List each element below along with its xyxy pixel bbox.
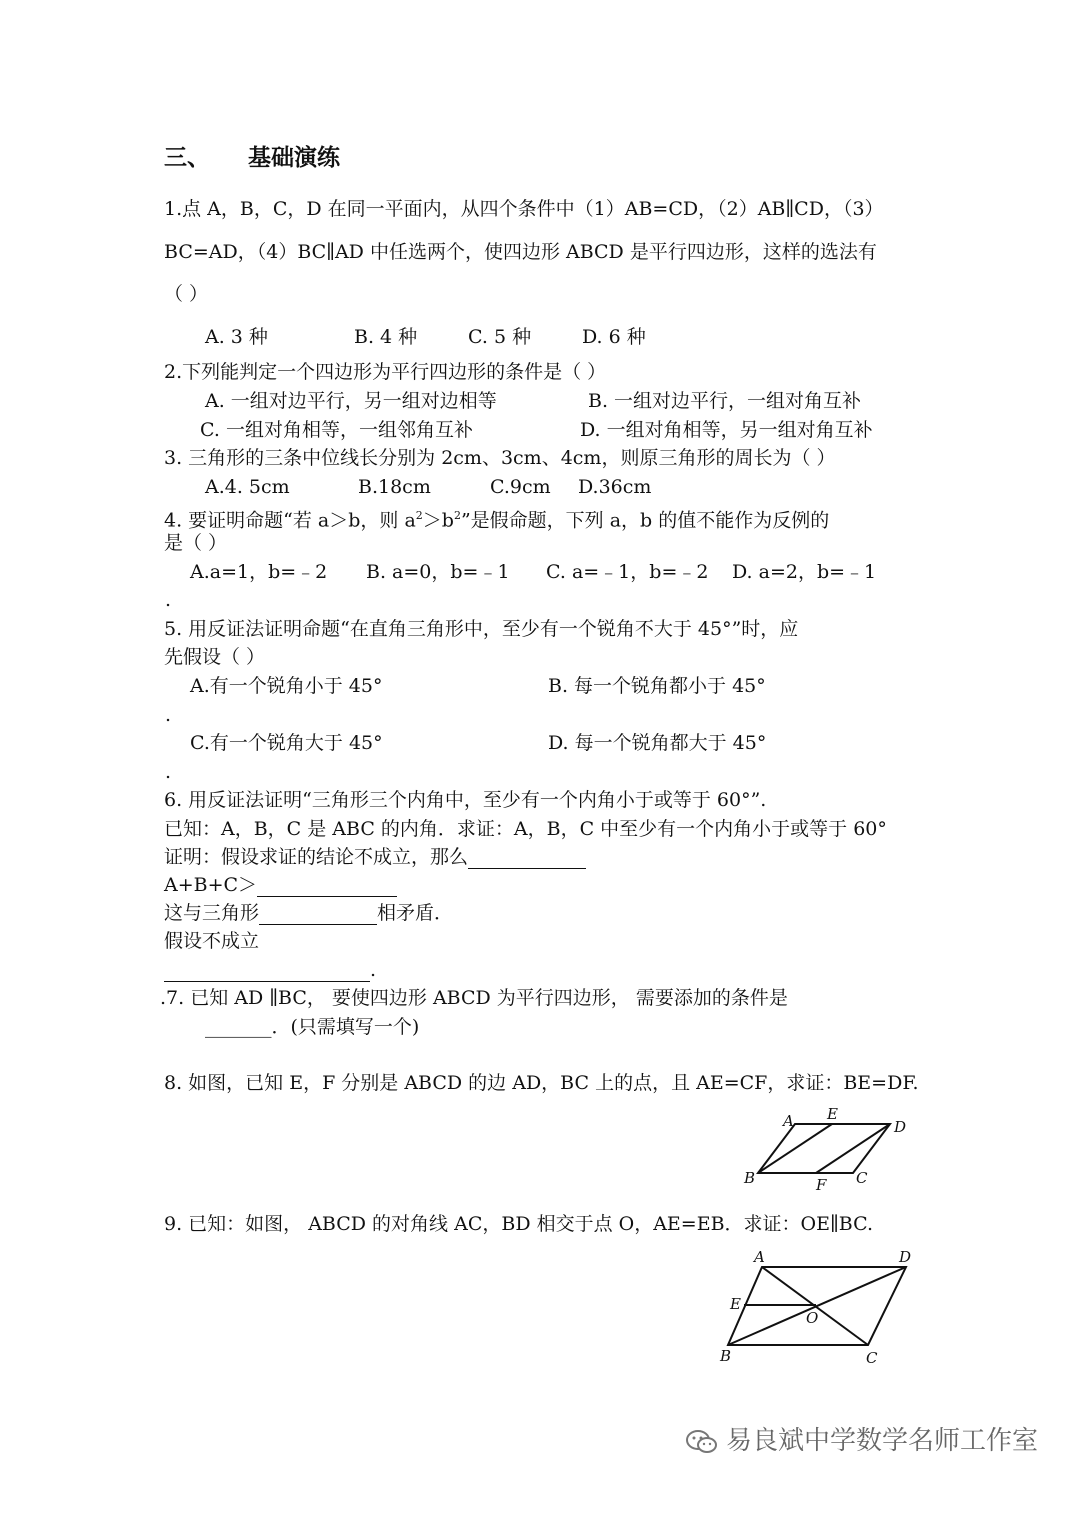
q6-answer-blank-2[interactable] [257, 876, 397, 897]
section-number: 三、 [164, 145, 210, 171]
q8-text: 8. 如图，已知 E，F 分别是 ABCD 的边 AD，BC 上的点，且 AE=CF，求证：BE=DF. [164, 1072, 919, 1094]
q4-stem [164, 504, 829, 532]
watermark [684, 1420, 1038, 1457]
q3-option-a: A.4. 5cm [205, 476, 290, 498]
q1-option-c: C. 5 种 [468, 326, 532, 348]
q9-label-a: A [754, 1248, 765, 1266]
q1-option-d: D. 6 种 [582, 326, 646, 348]
q9-text: 9. 已知：如图， ABCD 的对角线 AC，BD 相交于点 O，AE=EB．求证：OE∥BC. [164, 1213, 873, 1235]
q5-option-d: D. 每一个锐角都大于 45° [548, 732, 767, 754]
q8-label-d: D [894, 1118, 907, 1136]
q6-line6: 假设不成立 [164, 930, 260, 952]
q2-stem: 2.下列能判定一个四边形为平行四边形的条件是（ ） [164, 361, 607, 383]
q6-end: . [370, 959, 377, 981]
q6-line5 [164, 901, 453, 925]
q6-line3-text: 证明：假设求证的结论不成立，那么 [164, 846, 469, 868]
q8-segment-df [816, 1124, 890, 1173]
q5-option-a: A.有一个锐角小于 45° [190, 675, 383, 697]
q3-option-c: C.9cm [490, 476, 551, 498]
q6-line4 [164, 873, 397, 897]
q5-dot-1: . [165, 704, 172, 726]
q5-dot-2: . [165, 761, 172, 783]
q1-line2: BC=AD，（4）BC∥AD 中任选两个，使四边形 ABCD 是平行四边形，这样的选法有 [164, 241, 877, 263]
q5-line1: 5. 用反证法证明命题“在直角三角形中，至少有一个锐角不大于 45°”时，应 [164, 618, 799, 640]
section-title: 基础演练 [248, 145, 341, 171]
q2-option-a: A. 一组对边平行，另一组对边相等 [205, 390, 497, 412]
q6-line5-text-b: 相矛盾． [377, 902, 454, 924]
q8-label-a: A [783, 1112, 794, 1130]
q8-label-b: B [744, 1169, 756, 1187]
q6-answer-blank-4[interactable] [164, 961, 370, 982]
q9-label-d: D [899, 1248, 912, 1266]
q8-label-f: F [816, 1176, 827, 1192]
q6-line1: 6. 用反证法证明“三角形三个内角中，至少有一个内角小于或等于 60°”. [164, 789, 767, 811]
q4-stem-pre: 4. 要证明命题“若 a＞b，则 a [164, 509, 416, 532]
q7-line2: _______．(只需填写一个) [205, 1016, 420, 1038]
q1-option-a: A. 3 种 [205, 326, 268, 348]
q4-sup-b: 2 [453, 509, 461, 522]
q4-option-c: C. a=﹣1，b=﹣2 [546, 561, 709, 583]
q3-stem: 3. 三角形的三条中位线长分别为 2cm、3cm、4cm，则原三角形的周长为（ ） [164, 447, 836, 469]
q3-option-d: D.36cm [578, 476, 652, 498]
q8-parallelogram-diagram [740, 1104, 920, 1192]
q1-option-b: B. 4 种 [354, 326, 418, 348]
q2-option-c: C. 一组对角相等，一组邻角互补 [200, 419, 473, 441]
q5-line2: 先假设（ ） [164, 646, 266, 668]
q7-line1: .7. 已知 AD ∥BC， 要使四边形 ABCD 为平行四边形， 需要添加的条件是 [160, 987, 788, 1009]
wechat-icon [684, 1428, 720, 1456]
q3-option-b: B.18cm [358, 476, 431, 498]
q4-line2: 是（ ） [164, 532, 228, 554]
q6-line3 [164, 845, 586, 869]
q6-line4-text: A+B+C＞ [164, 874, 258, 896]
q4-stem-mid: ＞b [422, 509, 454, 532]
q9-label-e: E [730, 1295, 741, 1313]
q8-segment-be [758, 1124, 832, 1173]
q2-option-d: D. 一组对角相等，另一组对角互补 [580, 419, 873, 441]
q6-line7 [164, 958, 376, 982]
q1-line3: （ ） [164, 283, 209, 305]
q8-label-c: C [856, 1169, 868, 1187]
q1-line1: 1.点 A，B，C，D 在同一平面内，从四个条件中（1）AB=CD，（2）AB∥CD，（3） [164, 198, 884, 220]
q9-label-b: B [720, 1347, 732, 1365]
q4-option-d: D. a=2，b=﹣1 [732, 561, 877, 583]
q4-option-a: A.a=1，b=﹣2 [190, 561, 328, 583]
q9-label-o: O [806, 1309, 819, 1327]
q4-dot: . [165, 589, 172, 611]
q6-line5-text-a: 这与三角形 [164, 902, 260, 924]
q8-label-e: E [827, 1105, 838, 1123]
q4-sup-a: 2 [415, 509, 423, 522]
q5-option-b: B. 每一个锐角都小于 45° [548, 675, 766, 697]
q4-stem-post: ”是假命题，下列 a，b 的值不能作为反例的 [460, 509, 830, 532]
section-heading [164, 146, 340, 170]
q4-option-b: B. a=0，b=﹣1 [366, 561, 510, 583]
q6-answer-blank-1[interactable] [468, 848, 586, 869]
q6-answer-blank-3[interactable] [259, 904, 377, 925]
watermark-text: 易良斌中学数学名师工作室 [726, 1426, 1039, 1456]
q6-line2: 已知：A，B，C 是 ABC 的内角．求证：A，B，C 中至少有一个内角小于或等于 60° [164, 818, 887, 840]
q9-label-c: C [866, 1349, 878, 1367]
q5-option-c: C.有一个锐角大于 45° [190, 732, 383, 754]
q9-parallelogram-diagram [718, 1245, 918, 1373]
q8-parallelogram-abcd [758, 1124, 890, 1173]
q2-option-b: B. 一组对边平行，一组对角互补 [588, 390, 862, 412]
